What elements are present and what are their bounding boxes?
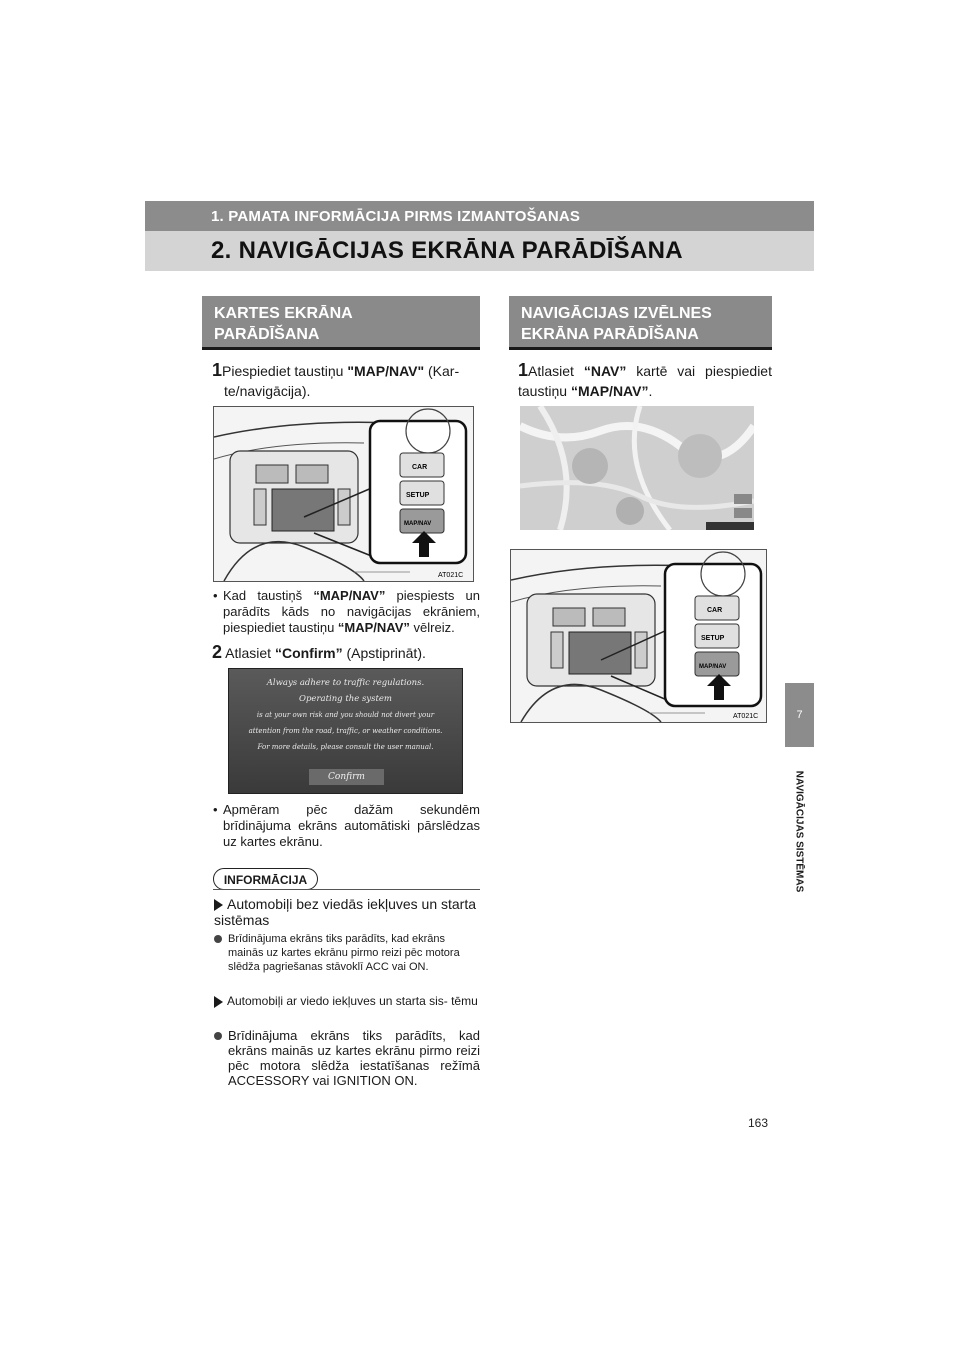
information-tag: INFORMĀCIJA — [213, 868, 318, 890]
dashboard-figure-2 — [510, 549, 767, 723]
section-title-nav-menu: NAVIGĀCIJAS IZVĒLNES EKRĀNA PARĀDĪŠANA — [509, 296, 772, 350]
circle-bullet-icon — [214, 935, 222, 943]
page-number: 163 — [748, 1116, 769, 1130]
mapnav-button-label: MAP/NAV — [404, 521, 432, 527]
step-2-left: 2 Atlasiet “Confirm” (Apstiprināt). — [212, 642, 426, 662]
setup-button-label: SETUP — [406, 492, 430, 499]
info-paragraph-2: Brīdinājuma ekrāns tiks parādīts, kad ekrāns mainās uz kartes ekrānu pirmo reizi pēc motora slēdža iestatīšanas režīmā ACCESSORY vai IGNITION ON. — [214, 1028, 480, 1088]
confirm-button[interactable]: Confirm — [309, 769, 384, 785]
info-heading-1: Automobiļi bez viedās iekļuves un starta sistēmas — [214, 896, 477, 928]
chapter-side-label: NAVIGĀCIJAS SISTĒMAS — [793, 770, 805, 893]
dashboard-figure-1 — [213, 406, 474, 582]
step-1-left: 1Piespiediet taustiņu "MAP/NAV" (Kar- te/navigācija). — [212, 360, 460, 399]
triangle-bullet-icon — [214, 899, 223, 911]
mapnav-button-label: MAP/NAV — [699, 664, 727, 670]
figure-code-2: AT021C — [733, 713, 759, 720]
section-title-map-screen: KARTES EKRĀNA PARĀDĪŠANA — [202, 296, 480, 350]
info-paragraph-1: Brīdinājuma ekrāns tiks parādīts, kad ekrāns mainās uz kartes ekrānu pirmo reizi pēc motora slēdža pagriešanas stāvoklī ACC vai ON. — [214, 932, 480, 974]
car-button-label: CAR — [412, 464, 428, 471]
page-title: 2. NAVIGĀCIJAS EKRĀNA PARĀDĪŠANA — [211, 237, 683, 264]
map-screen-figure — [520, 406, 754, 530]
zoom-button-on-map[interactable] — [734, 508, 752, 518]
note-bullet-2: • Apmēram pēc dažām sekundēm brīdinājuma ekrāns automātiski pārslēdzas uz kartes ekrānu. — [213, 802, 480, 849]
information-divider — [213, 889, 480, 890]
step-1-right: 1Atlasiet “NAV” kartē vai piespiediet taustiņu “MAP/NAV”. — [518, 360, 772, 399]
chapter-header: 1. PAMATA INFORMĀCIJA PIRMS IZMANTOŠANAS — [145, 201, 814, 231]
figure-code-1: AT021C — [438, 572, 464, 579]
note-bullet-1: • Kad taustiņš “MAP/NAV” piespiests un parādīts kāds no navigācijas ekrāniem, piespiediet taustiņu “MAP/NAV” vēlreiz. — [213, 588, 480, 635]
warning-screen-figure: Always adhere to traffic regulations. Operating the system is at your own risk and you should not divert your attention from the road, traffic, or weather conditions. For more details, please consult the user manual. Confirm — [228, 668, 463, 794]
info-heading-2: Automobiļi ar viedo iekļuves un starta sis- tēmu — [214, 994, 480, 1009]
title-band — [145, 231, 814, 271]
triangle-bullet-icon — [214, 996, 223, 1008]
car-button-label: CAR — [707, 607, 723, 614]
chapter-tab: 7 — [785, 683, 814, 747]
nav-button-on-map[interactable] — [734, 494, 752, 504]
circle-bullet-icon — [214, 1032, 222, 1040]
setup-button-label: SETUP — [701, 635, 725, 642]
